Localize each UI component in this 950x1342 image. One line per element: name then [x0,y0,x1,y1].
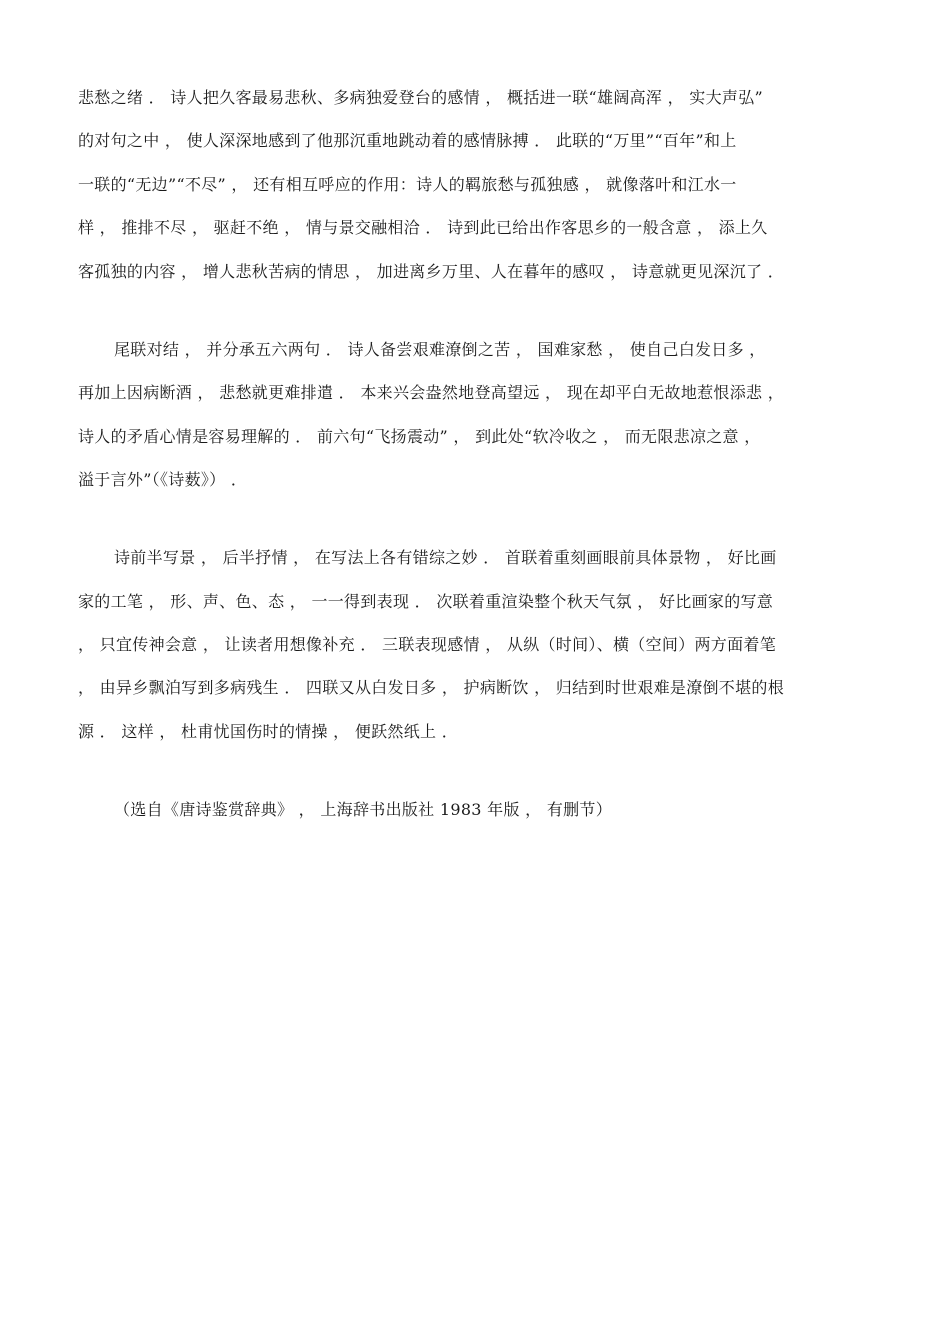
source-citation: （选自《唐诗鉴赏辞典》 ， 上海辞书出版社 1983 年版 ， 有删节） [114,800,613,819]
text-line: ， 由异乡飘泊写到多病残生 ． 四联又从白发日多 ， 护病断饮 ， 归结到时世艰难是潦倒不堪的根 [78,678,785,697]
text-line: 样 ， 推排不尽 ， 驱赶不绝 ， 情与景交融相洽 ． 诗到此已给出作客思乡的一般含意 ， 添上久 [78,218,768,237]
text-line: 诗前半写景 ， 后半抒情 ， 在写法上各有错综之妙 ． 首联着重刻画眼前具体景物 ， 好比画 [114,548,777,567]
text-line: 再加上因病断酒 ， 悲愁就更难排遣 ． 本来兴会盎然地登高望远 ， 现在却平白无故地惹恨添悲 ， [78,383,785,402]
text-line: 诗人的矛盾心情是容易理解的 ． 前六句“飞扬震动” ， 到此处“软冷收之 ， 而无限悲凉之意 ， [78,427,761,446]
text-line: 一联的“无边”“不尽” ， 还有相互呼应的作用：诗人的羁旅愁与孤独感 ， 就像落叶和江水一 [78,175,737,194]
text-line: 的对句之中 ， 使人深深地感到了他那沉重地跳动着的感情脉搏 ． 此联的“万里”“百年”和上 [78,131,737,150]
text-line: 客孤独的内容 ， 增人悲秋苦病的情思 ， 加进离乡万里、人在暮年的感叹 ， 诗意就更见深沉了 ． [78,262,785,281]
text-line: 源 ． 这样 ， 杜甫忧国伤时的情操 ， 便跃然纸上 ． [78,722,459,741]
text-line: 悲愁之绪 ． 诗人把久客最易悲秋、多病独爱登台的感情 ， 概括进一联“雄阔高浑 ， 实大声弘” [78,88,763,107]
text-line: 尾联对结 ， 并分承五六两句 ． 诗人备尝艰难潦倒之苦 ， 国难家愁 ， 使自己白发日多 ， [114,340,766,359]
text-line: 溢于言外”（《诗薮》） ． [78,470,248,489]
text-line: ， 只宜传神会意 ， 让读者用想像补充 ． 三联表现感情 ， 从纵（时间）、横（空间）两方面着笔 [78,635,777,654]
text-line: 家的工笔 ， 形、声、色、态 ， 一一得到表现 ． 次联着重渲染整个秋天气氛 ， 好比画家的写意 [78,592,774,611]
